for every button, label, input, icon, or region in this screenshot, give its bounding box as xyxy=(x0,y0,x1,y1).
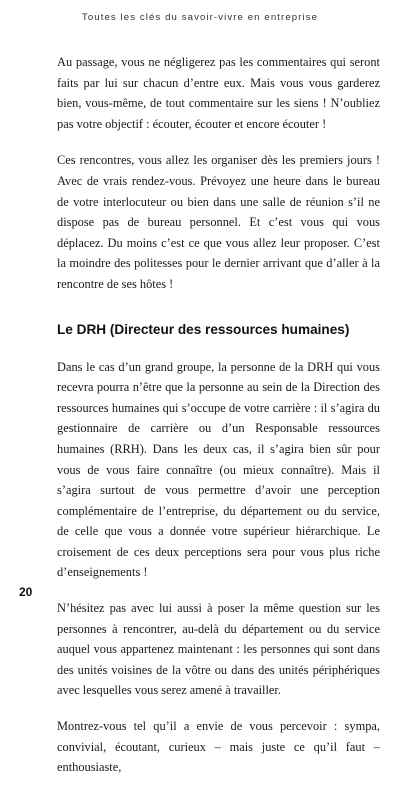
paragraph-commentaires: Au passage, vous ne négligerez pas les commentaires qui seront faits par lui sur chacun d’entre eux. Mais vous vous garderez bien, vous-même, de tout commentaire sur les siens ! N’oubliez pas votre objectif : écouter, écouter et encore écouter ! xyxy=(57,55,380,131)
paragraph-montrez-vous: Montrez-vous tel qu’il a envie de vous percevoir : sympa, convivial, écoutant, curieux – mais juste ce qu’il faut – enthousiaste, xyxy=(57,719,380,775)
page-body xyxy=(57,52,380,794)
page-number: 20 xyxy=(19,585,33,599)
paragraph-grand-groupe: Dans le cas d’un grand groupe, la personne de la DRH qui vous recevra pourra n’être que la personne au sein de la Direction des ressources humaines qui s’occupe de votre carrière : il s’agira du gestionnaire de carrière ou d’un Responsable ressources humaines (RRH). Dans les deux cas, il s’agira bien sûr pour vous de vous faire connaître (ou mieux connaître). Mais il s’agira surtout de vous permettre d’avoir une perception complémentaire de l’entreprise, du département ou du service, de celle que vous a donnée votre supérieur hiérarchique. Le croisement de ces deux perceptions sera pour vous plus riche d’enseignements ! xyxy=(57,359,380,580)
running-head: Toutes les clés du savoir-vivre en entreprise xyxy=(81,12,319,23)
paragraph-personnes-a-rencontrer: N’hésitez pas avec lui aussi à poser la même question sur les personnes à rencontrer, au-delà du département ou du service auquel vous appartenez maintenant : les personnes qui sont dans des unités voisines de la vôtre ou dans des unités périphériques avec lesquelles vous serez amené à travailler. xyxy=(57,601,380,698)
section-heading-drh: Le DRH (Directeur des ressources humaines) xyxy=(57,321,350,337)
paragraph-rencontres: Ces rencontres, vous allez les organiser dès les premiers jours ! Avec de vrais rendez-vous. Prévoyez une heure dans le bureau de votre interlocuteur ou bien dans une salle de réunion s’il ne dispose pas de bureau personnel. Et c’est vous qui vous déplacez. Du moins c’est ce que vous allez leur proposer. C’est la moindre des politesses pour le dernier arrivant que d’aller à la rencontre de ses hôtes ! xyxy=(57,153,380,291)
